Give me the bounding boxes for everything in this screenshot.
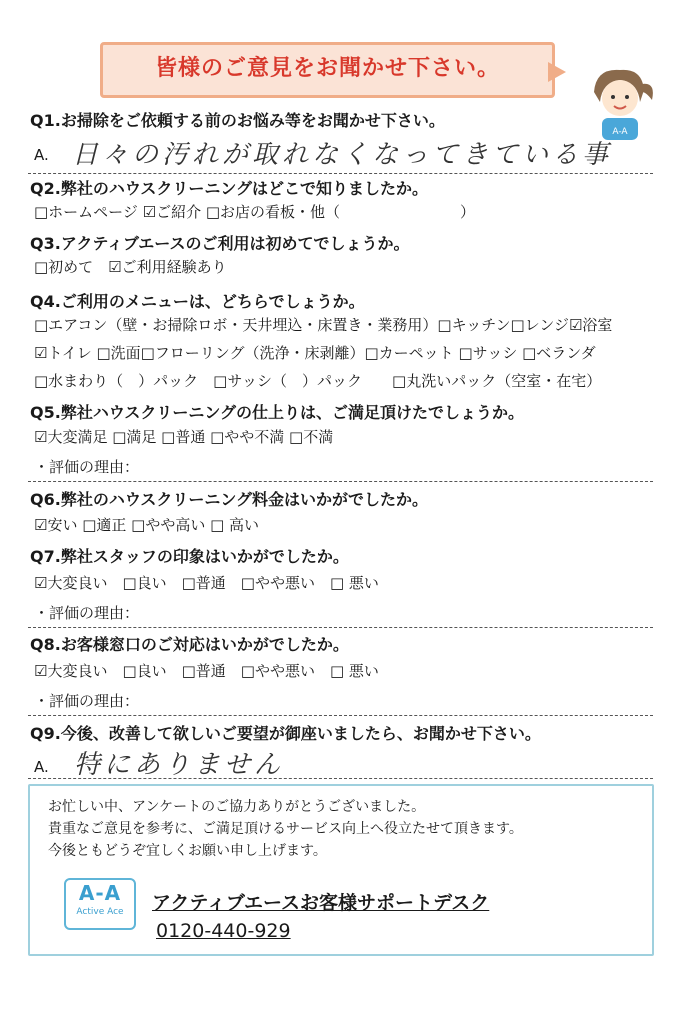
q9-title: Q9.今後、改善して欲しいご要望が御座いましたら、お聞かせ下さい。 [30,724,541,743]
q3-options: □初めて ☑ご利用経験あり [34,258,227,276]
answer-line [28,778,653,779]
q9-answer-prefix: A. [34,758,49,776]
q9-handwritten-answer: 特にありません [74,750,285,780]
support-desk-link[interactable]: アクティブエースお客様サポートデスク [152,892,490,914]
active-ace-logo [64,878,136,930]
q5-options: ☑大変満足 □満足 □普通 □やや不満 □不満 [34,428,334,446]
q4-options-row-2: ☑トイレ □洗面□フローリング（洗浄・床剥離）□カーペット □サッシ □ベランダ [34,344,596,362]
q5-reason-label: ・評価の理由： [34,458,140,476]
thank-you-line-2: 貴重なご意見を参考に、ご満足頂けるサービス向上へ役立たせて頂きます。 [48,821,523,837]
q7-reason-label: ・評価の理由： [34,604,140,622]
reason-line [28,715,653,716]
q5-title: Q5.弊社ハウスクリーニングの仕上りは、ご満足頂けたでしょうか。 [30,403,525,422]
q7-title: Q7.弊社スタッフの印象はいかがでしたか。 [30,547,349,566]
q8-title: Q8.お客様窓口のご対応はいかがでしたか。 [30,635,349,654]
q7-options: ☑大変良い □良い □普通 □やや悪い □ 悪い [34,574,379,592]
logo-mark: A-A [78,881,122,905]
q4-options-row-1: □エアコン（壁・お掃除ロボ・天井埋込・床置き・業務用）□キッチン□レンジ☑浴室 [34,316,613,334]
survey-banner: 皆様のご意見をお聞かせ下さい。 [100,42,555,98]
q6-options: ☑安い □適正 □やや高い □ 高い [34,516,260,534]
q8-options: ☑大変良い □良い □普通 □やや悪い □ 悪い [34,662,379,680]
logo-text: Active Ace [76,907,124,917]
svg-text:A-A: A-A [612,127,628,137]
q1-handwritten-answer: 日々の汚れが取れなくなってきている事 [72,140,613,170]
answer-line [28,173,653,174]
reason-line [28,627,653,628]
support-phone-link[interactable]: 0120-440-929 [156,920,291,942]
q1-answer-prefix: A. [34,146,49,164]
q4-title: Q4.ご利用のメニューは、どちらでしょうか。 [30,292,365,311]
q4-options-row-3: □水まわり（ ）パック □サッシ（ ）パック □丸洗いパック（空室・在宅） [34,372,602,390]
thank-you-line-1: お忙しい中、アンケートのご協力ありがとうございました。 [48,799,426,815]
q3-title: Q3.アクティブエースのご利用は初めてでしょうか。 [30,234,410,253]
reason-line [28,481,653,482]
thank-you-line-3: 今後ともどうぞ宜しくお願い申し上げます。 [48,843,327,859]
q8-reason-label: ・評価の理由： [34,692,140,710]
q1-title: Q1.お掃除をご依頼する前のお悩み等をお聞かせ下さい。 [30,111,445,130]
banner-tail [548,62,566,82]
q6-title: Q6.弊社のハウスクリーニング料金はいかがでしたか。 [30,490,429,509]
q2-options: □ホームページ ☑ご紹介 □お店の看板・他（ ） [34,203,476,221]
mascot-illustration [580,62,660,142]
q2-title: Q2.弊社のハウスクリーニングはどこで知りましたか。 [30,179,429,198]
